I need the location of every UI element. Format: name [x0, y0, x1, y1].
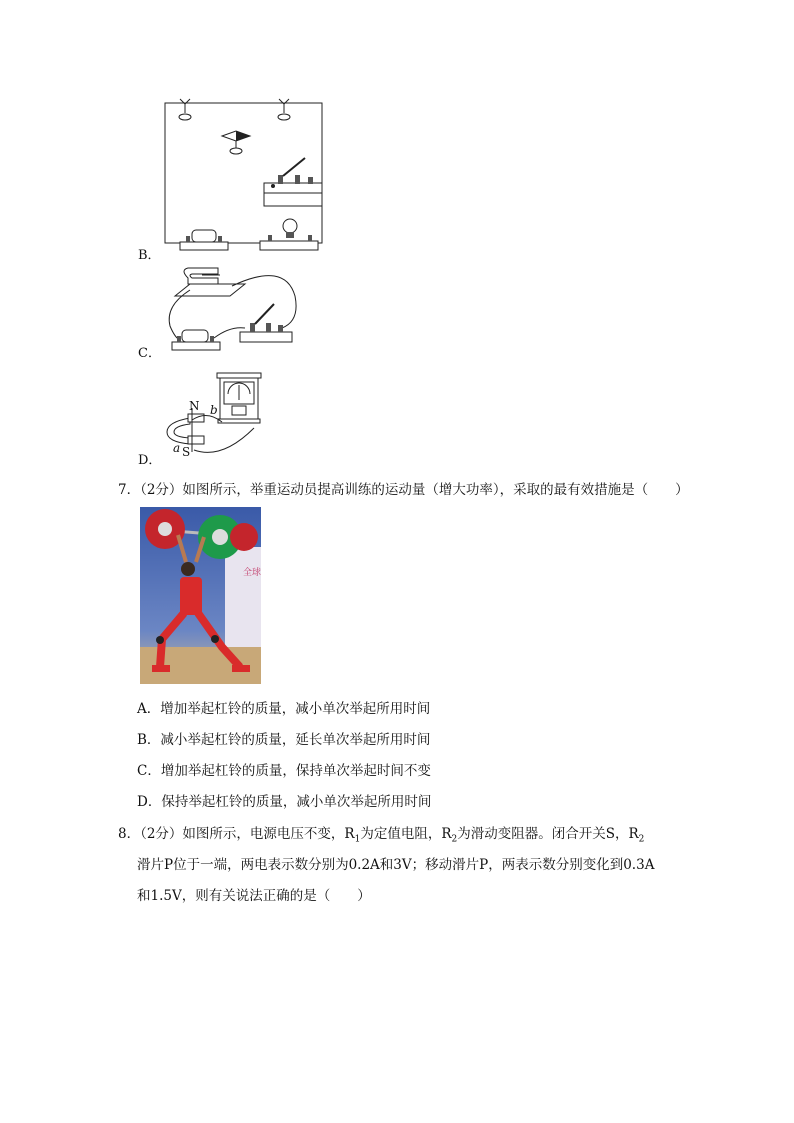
pole-s-label: S — [182, 445, 191, 459]
question-7-option-b: B．减小举起杠铃的质量，延长单次举起所用时间 — [137, 732, 431, 748]
question-7-option-a: A．增加举起杠铃的质量，减小单次举起所用时间 — [137, 701, 431, 717]
point-a-label: a — [173, 441, 181, 455]
question-8-line-3: 和1.5V，则有关说法正确的是（ ） — [137, 888, 371, 904]
question-8-line-1: 8．（2分）如图所示，电源电压不变，$R_1$为定值电阻，$R_2$为滑动变阻器。闭合开关S，$R_2$ — [118, 826, 645, 845]
option-b-label: B． — [138, 248, 161, 263]
question-8-line-2: 滑片P位于一端，两电表示数分别为0.2A和3V；移动滑片P，两表示数分别变化到0.3A — [137, 857, 655, 873]
question-7-option-d: D．保持举起杠铃的质量，减小单次举起所用时间 — [137, 794, 432, 810]
galvanometer — [217, 373, 261, 423]
question-7-stem: 7．（2分）如图所示，举重运动员提高训练的运动量（增大功率），采取的最有效措施是（ ） — [118, 482, 689, 498]
knife-switch — [264, 158, 322, 193]
figure-c-circuit — [160, 266, 300, 356]
knife-switch — [240, 304, 292, 342]
hanging-lamp-left — [179, 99, 191, 120]
figure-b-circuit — [160, 98, 330, 258]
question-7-option-c: C．增加举起杠铃的质量，保持单次举起时间不变 — [137, 763, 431, 779]
u-magnet — [167, 414, 204, 444]
point-b-label: b — [210, 403, 218, 417]
battery — [172, 330, 220, 350]
battery — [180, 230, 228, 250]
weightlifter-photo — [140, 507, 261, 684]
photo-sponsor-text: 全球 — [243, 568, 261, 578]
pole-n-label: N — [189, 399, 200, 413]
compass-needle — [222, 131, 250, 154]
option-c-label: C． — [138, 346, 161, 361]
light-bulb — [260, 219, 318, 250]
horseshoe-magnet — [175, 268, 245, 296]
option-d-label: D． — [138, 453, 162, 468]
hanging-lamp-right — [278, 99, 290, 120]
